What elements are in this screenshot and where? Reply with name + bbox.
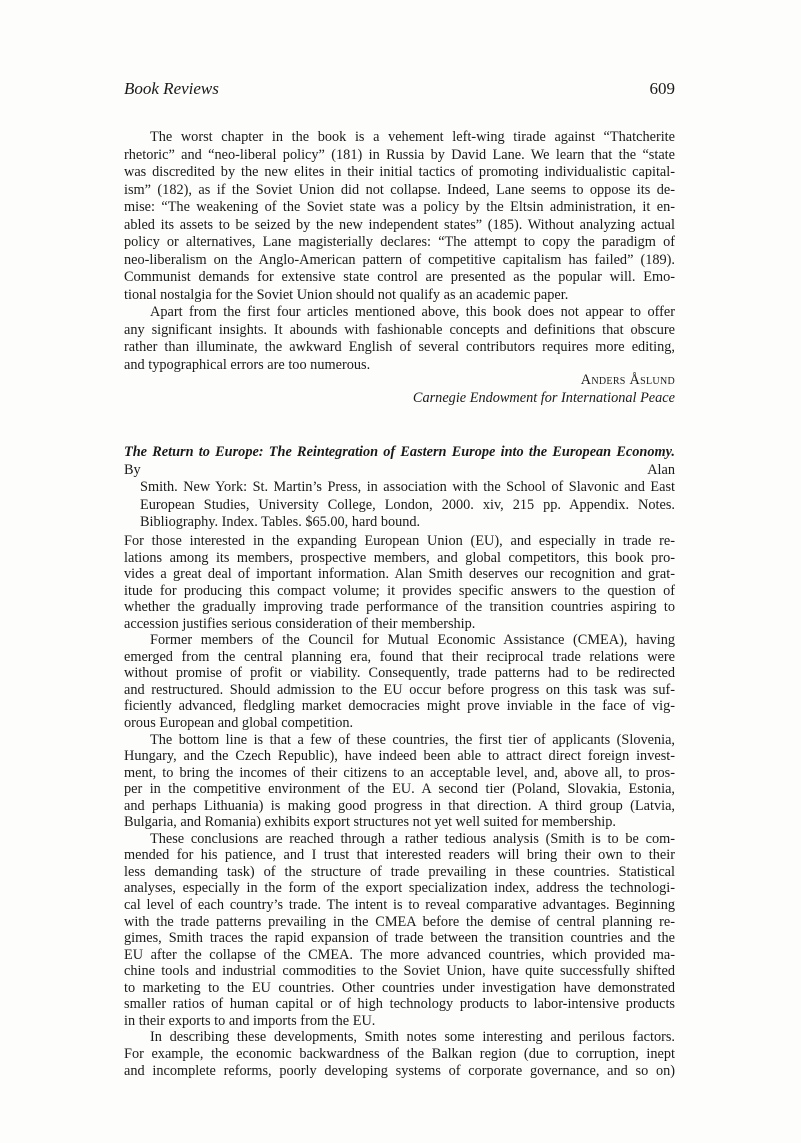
section-title: Book Reviews [124,79,219,98]
text-line: and perhaps Lithuania) is making good progress in that direction. A third group (Latvia, [124,797,675,814]
text-line: policy or alternatives, Lane magisterially declares: “The attempt to copy the paradigm of [124,234,675,250]
book-title: The Return to Europe: The Reintegration of Eastern Europe into the European Economy. [124,444,675,460]
text-line: vides a great deal of important information. Alan Smith deserves our recognition and grat- [124,566,675,583]
text-line: lations among its members, prospective members, and global competitors, this book pro- [124,549,675,566]
text-line: and incomplete reforms, poorly developing systems of corporate governance, and so on) [124,1062,675,1079]
text-line: itude for producing this compact volume; it provides specific answers to the question of [124,582,675,599]
text-line: The worst chapter in the book is a vehement left-wing tirade against “Thatcherite [150,129,675,145]
text-line: per in the competitive environment of the EU. A second tier (Poland, Slovakia, Estonia, [124,781,675,798]
text-line: Communist demands for extensive state control are presented as the popular will. Emo- [124,269,675,285]
text-line: and restructured. Should admission to the EU occur before progress on this task was suf- [124,681,675,698]
text-line: rhetoric” and “neo-liberal policy” (181) in Russia by David Lane. We learn that the “state [124,146,675,163]
reviewer-affiliation: Carnegie Endowment for International Peace [412,390,675,406]
text-line: abled its assets to be seized by the new independent states” (185). Without analyzing actual [124,216,675,233]
text-line: mended for his patience, and I trust that interested readers will bring their own to their [124,847,675,864]
citation-line: Bibliography. Index. Tables. $65.00, hard bound. [140,514,421,530]
text-line: orous European and global competition. [124,715,354,732]
paragraph [124,304,675,374]
text-line: less demanding task) of the structure of trade prevailing in these countries. Statistical [124,863,675,880]
text-line: with the trade patterns prevailing in the CMEA before the demise of central planning re- [124,913,675,930]
text-line: These conclusions are reached through a rather tedious analysis (Smith is to be com- [150,830,675,847]
text-line: in their exports to and imports from the EU. [124,1012,376,1029]
paragraph [124,1029,675,1079]
citation-line: European Studies, University College, London, 2000. xiv, 215 pp. Appendix. Notes. [140,496,675,513]
text-line: For those interested in the expanding European Union (EU), and especially in trade re- [124,533,675,549]
text-line: mise: “The weakening of the Soviet state was a policy by the Eltsin administration, it en- [124,199,675,215]
paragraph [124,632,675,731]
paragraph [124,533,675,632]
text-line: smaller ratios of human capital or of high technology products to labor-intensive products [124,996,675,1013]
text-line: cal level of each country’s trade. The intent is to reveal comparative advantages. Beginning [124,897,675,914]
citation-line: The Return to Europe: The Reintegration of Eastern Europe into the European Economy. By Alan [124,444,675,478]
reviewer-name: Anders Åslund [580,372,675,388]
review2-body [124,533,675,1079]
text-line: For example, the economic backwardness of the Balkan region (due to corruption, inept [124,1045,675,1062]
book-citation [124,444,675,532]
text-line: and typographical errors are too numerous. [124,356,371,373]
text-line: ment, to bring the incomes of their citizens to an acceptable level, and, above all, to pros- [124,764,675,781]
text-line: In describing these developments, Smith notes some interesting and perilous factors. [150,1029,675,1046]
paragraph [124,732,675,831]
text-line: chine tools and industrial commodities to the Soviet Union, have quite successfully shifted [124,963,675,980]
text-line: The bottom line is that a few of these countries, the first tier of applicants (Slovenia, [150,731,675,748]
text-line: neo-liberalism on the Anglo-American pattern of competitive capitalism has failed” (189). [124,251,675,268]
paragraph [124,831,675,1030]
text-line: Apart from the first four articles mentioned above, this book does not appear to offer [150,304,675,320]
text-line: analyses, especially in the form of the export specialization index, address the technologi- [124,880,675,897]
text-line: Hungary, and the Czech Republic), have indeed been able to attract direct foreign invest- [124,748,675,765]
text-line: rather than illuminate, the awkward English of several contributors requires more editing, [124,339,675,355]
text-line: tional nostalgia for the Soviet Union should not qualify as an academic paper. [124,286,569,303]
review1-body [124,129,675,374]
paragraph [124,129,675,304]
page-number: 609 [649,79,675,98]
text-line: was discredited by the new elites in their initial tactics of promoting individualistic capital- [124,164,675,180]
citation-line: Smith. New York: St. Martin’s Press, in association with the School of Slavonic and East [140,479,675,495]
text-line: gimes, Smith traces the rapid expansion of trade between the transition countries and the [124,930,675,947]
text-line: ism” (182), as if the Soviet Union did not collapse. Indeed, Lane seems to oppose its de- [124,181,675,198]
text-line: EU after the collapse of the CMEA. The more advanced countries, which provided ma- [124,946,675,963]
text-line: without promise of profit or viability. Consequently, trade patterns had to be redirected [124,665,675,682]
text-line: any significant insights. It abounds with fashionable concepts and definitions that obscure [124,321,675,338]
text-line: emerged from the central planning era, found that their reciprocal trade relations were [124,648,675,665]
text-line: ficiently advanced, fledgling market democracies might prove inviable in the face of vig- [124,698,675,715]
text-line: accession justifies serious consideration of their membership. [124,615,476,632]
text-line: to marketing to the EU countries. Other countries under investigation have demonstrated [124,979,675,996]
text-line: Former members of the Council for Mutual Economic Assistance (CMEA), having [150,632,675,649]
text-line: whether the gradually improving trade performance of the transition countries aspiring to [124,599,675,616]
review1-signature [413,371,675,407]
text-line: Bulgaria, and Romania) exhibits export structures not yet well suited for membership. [124,814,616,831]
